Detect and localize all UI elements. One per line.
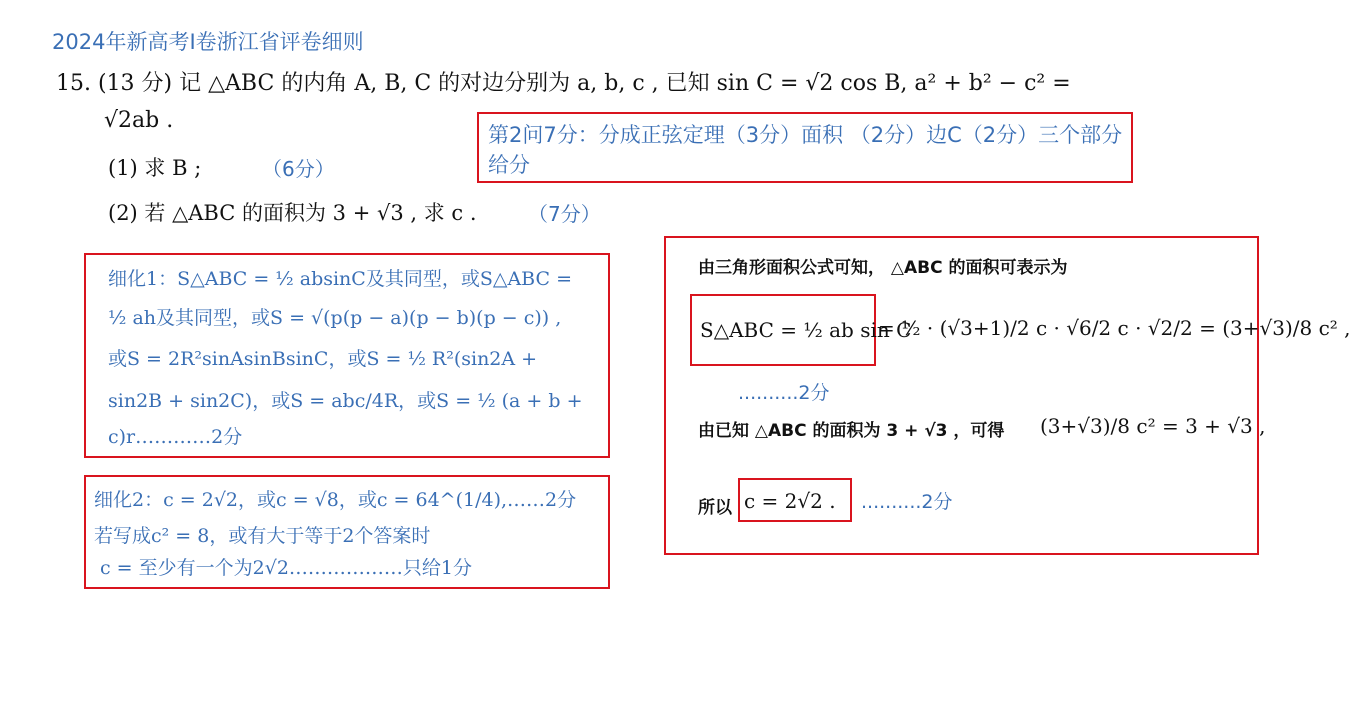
detail-2-line-2: 若写成c² = 8，或有大于等于2个答案时	[94, 525, 431, 547]
detail-1-box	[84, 253, 610, 458]
part-2-points: （7分）	[528, 202, 601, 226]
detail-1-line-5: c)r…………2分	[108, 426, 243, 448]
scoring-note-text: 第2问7分：分成正弦定理（3分）面积 （2分）边C（2分）三个部分给分	[488, 123, 1123, 177]
question-part-1: (1) 求 B ;	[108, 156, 202, 180]
solution-line-4-prefix: 所以	[698, 498, 732, 518]
answer-highlight	[738, 478, 852, 522]
solution-points-1: ..........2分	[738, 382, 830, 404]
solution-line-3-prefix: 由已知 △ABC 的面积为 3 + √3 ，可得	[698, 421, 1005, 441]
part-1-points: （6分）	[262, 157, 335, 181]
detail-1-line-2: ½ ah及其同型，或S = √(p(p − a)(p − b)(p − c)) ,	[108, 307, 562, 329]
detail-2-line-3: c = 至少有一个为2√2………………只给1分	[100, 557, 473, 579]
detail-1-line-3: 或S = 2R²sinAsinBsinC，或S = ½ R²(sin2A +	[108, 348, 538, 370]
detail-1-line-1: 细化1：S△ABC = ½ absinC及其同型，或S△ABC =	[108, 268, 572, 290]
solution-answer: c = 2√2 .	[744, 489, 836, 513]
question-line-2: √2ab .	[104, 108, 174, 133]
question-line-1: 15. (13 分) 记 △ABC 的内角 A, B, C 的对边分别为 a, b, c , 已知 sin C = √2 cos B, a² + b² − c² =	[56, 71, 1071, 96]
question-part-2: (2) 若 △ABC 的面积为 3 + √3 , 求 c .	[108, 201, 477, 225]
area-formula-highlight	[690, 294, 912, 366]
detail-2-box	[84, 475, 610, 589]
solution-box	[664, 236, 1351, 555]
area-formula-right: = ½ · (√3+1)/2 c · √6/2 c · √2/2 = (3+√3)/8 c² ,	[878, 316, 1351, 340]
solution-points-2: ..........2分	[861, 491, 953, 513]
page-title: 2024年新高考Ⅰ卷浙江省评卷细则	[52, 30, 364, 54]
area-formula-left: S△ABC = ½ ab sin C	[700, 318, 912, 342]
detail-2-line-1: 细化2：c = 2√2，或c = √8，或c = 64^(1/4),……2分	[94, 489, 577, 511]
solution-line-1: 由三角形面积公式可知， △ABC 的面积可表示为	[698, 258, 1068, 278]
solution-line-3-formula: (3+√3)/8 c² = 3 + √3 ,	[1040, 414, 1266, 438]
scoring-note-box	[477, 112, 1133, 183]
detail-1-line-4: sin2B + sin2C)，或S = abc/4R，或S = ½ (a + b +	[108, 390, 583, 412]
